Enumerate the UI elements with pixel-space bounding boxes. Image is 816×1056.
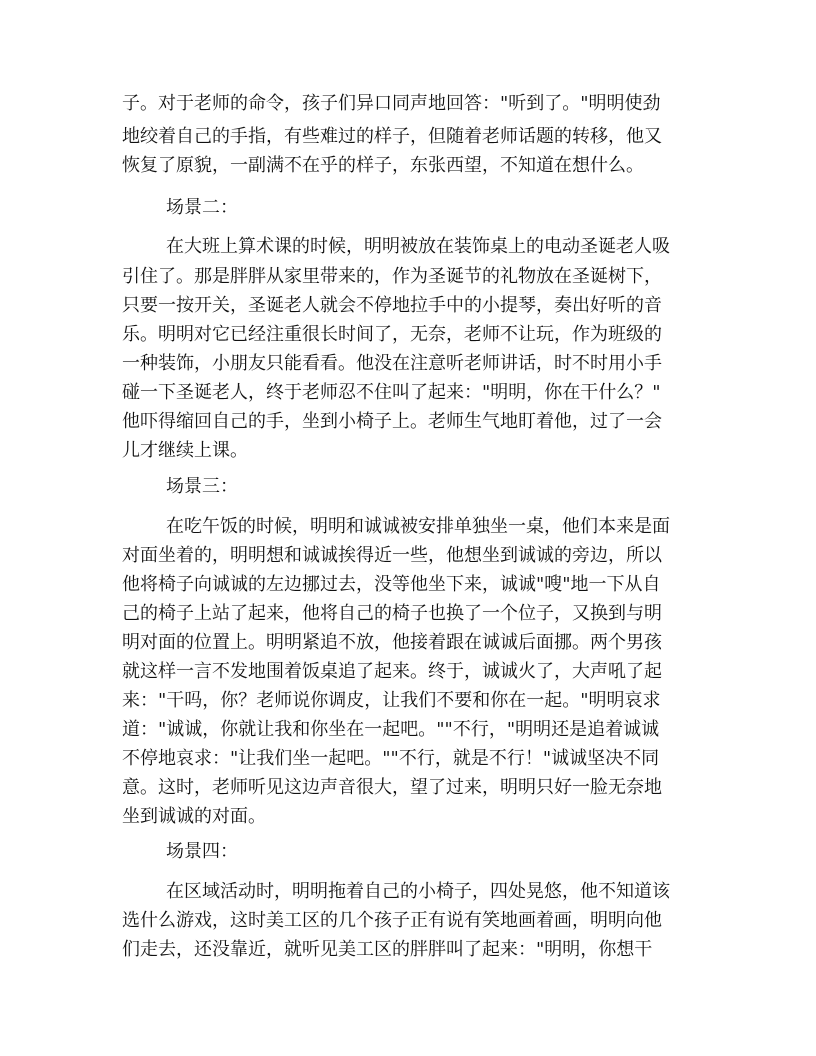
text-line: 坐到诚诚的对面。: [122, 806, 266, 827]
text-line: 一种装饰，小朋友只能看看。他没在注意听老师讲话，时不时用小手: [122, 353, 662, 374]
text-line: 对面坐着的，明明想和诚诚挨得近一些，他想坐到诚诚的旁边，所以: [122, 545, 662, 566]
text-line: 乐。明明对它已经注重很长时间了，无奈，老师不让玩，作为班级的: [122, 324, 662, 345]
text-line: 意。这时，老师听见这边声音很大，望了过来，明明只好一脸无奈地: [122, 777, 662, 798]
text-line: 恢复了原貌，一副满不在乎的样子，东张西望，不知道在想什么。: [122, 155, 644, 176]
text-line: 在区域活动时，明明拖着自己的小椅子，四处晃悠，他不知道该: [166, 881, 670, 902]
text-line: 来："干吗，你？老师说你调皮，让我们不要和你在一起。"明明哀求: [122, 690, 661, 711]
text-line: 地绞着自己的手指，有些难过的样子，但随着老师话题的转移，他又: [122, 126, 662, 147]
text-line: 道："诚诚，你就让我和你坐在一起吧。""不行，"明明还是追着诚诚: [122, 719, 660, 740]
text-line: 他将椅子向诚诚的左边挪过去，没等他坐下来，诚诚"嗖"地一下从自: [122, 574, 661, 595]
text-line: 他吓得缩回自己的手，坐到小椅子上。老师生气地盯着他，过了一会: [122, 411, 662, 432]
scene-heading: 场景三：: [166, 476, 238, 497]
text-line: 明对面的位置上。明明紧追不放，他接着跟在诚诚后面挪。两个男孩: [122, 632, 662, 653]
text-line: 碰一下圣诞老人，终于老师忍不住叫了起来："明明，你在干什么？": [122, 382, 661, 403]
text-line: 子。对于老师的命令，孩子们异口同声地回答："听到了。"明明使劲: [122, 93, 661, 114]
text-line: 就这样一言不发地围着饭桌追了起来。终于，诚诚火了，大声吼了起: [122, 661, 662, 682]
scene-heading: 场景四：: [166, 841, 238, 862]
text-line: 只要一按开关，圣诞老人就会不停地拉手中的小提琴，奏出好听的音: [122, 295, 662, 316]
text-line: 选什么游戏，这时美工区的几个孩子正有说有笑地画着画，明明向他: [122, 910, 662, 931]
text-line: 不停地哀求："让我们坐一起吧。""不行，就是不行！"诚诚坚决不同: [122, 748, 660, 769]
text-line: 在吃午饭的时候，明明和诚诚被安排单独坐一桌，他们本来是面: [166, 516, 670, 537]
text-line: 引住了。那是胖胖从家里带来的，作为圣诞节的礼物放在圣诞树下，: [122, 266, 662, 287]
scene-heading: 场景二：: [166, 197, 238, 218]
text-line: 己的椅子上站了起来，他将自己的椅子也换了一个位子，又换到与明: [122, 603, 662, 624]
text-line: 在大班上算术课的时候，明明被放在装饰桌上的电动圣诞老人吸: [166, 236, 670, 257]
text-line: 们走去，还没靠近，就听见美工区的胖胖叫了起来："明明，你想干: [122, 939, 653, 960]
text-line: 儿才继续上课。: [122, 440, 248, 461]
